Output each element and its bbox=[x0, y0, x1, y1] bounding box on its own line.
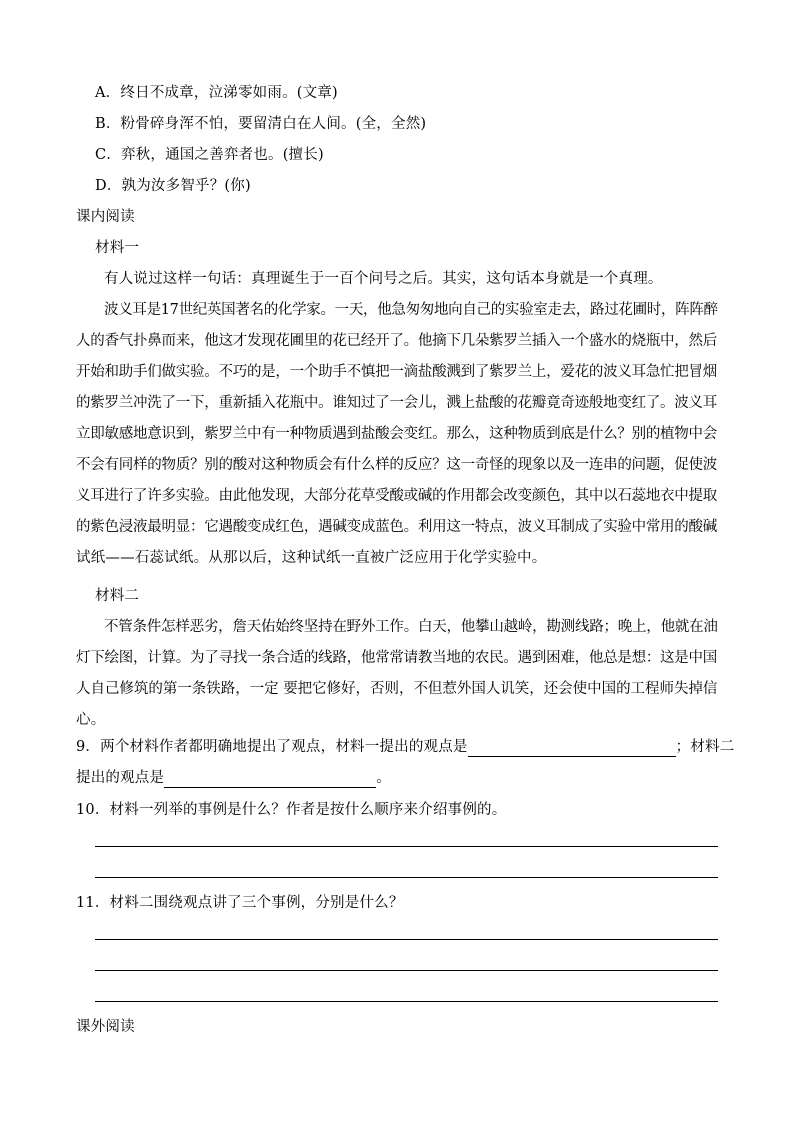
answer-line[interactable] bbox=[95, 846, 718, 847]
material-one-p2-line-7: 义耳进行了许多实验。由此他发现，大部分花草受酸或碱的作用都会改变颜色，其中以石蕊地衣中提取 bbox=[76, 488, 718, 504]
material-two-line-3: 人自己修筑的第一条铁路，一定 要把它修好，否则，不但惹外国人讥笑，还会使中国的工程师失掉信 bbox=[76, 681, 718, 697]
section-heading-extra-reading: 课外阅读 bbox=[76, 1019, 135, 1035]
material-one-p2-line-6: 不会有同样的物质？别的酸对这种物质会有什么样的反应？这一奇怪的现象以及一连串的问题，促使波 bbox=[76, 457, 718, 473]
answer-line[interactable] bbox=[95, 877, 718, 878]
answer-line[interactable] bbox=[95, 1001, 718, 1002]
question-11: 11．材料二围绕观点讲了三个事例，分别是什么？ bbox=[76, 895, 404, 911]
question-9-line-2 bbox=[76, 768, 391, 788]
question-9-text: 9．两个材料作者都明确地提出了观点，材料一提出的观点是 bbox=[76, 739, 468, 755]
material-one-p2-line-8: 的紫色浸液最明显：它遇酸变成红色，遇碱变成蓝色。利用这一特点，波义耳制成了实验中常用的酸碱 bbox=[76, 519, 718, 535]
question-9-text-2: 提出的观点是 bbox=[76, 770, 165, 786]
material-one-paragraph-1: 有人说过这样一句话：真理诞生于一百个问号之后。其实，这句话本身就是一个真理。 bbox=[104, 271, 663, 287]
option-d: D．孰为汝多智乎？(你) bbox=[95, 178, 251, 194]
answer-line[interactable] bbox=[95, 970, 718, 971]
material-one-p2-line-5: 立即敏感地意识到，紫罗兰中有一种物质遇到盐酸会变红。那么，这种物质到底是什么？别的植物中会 bbox=[76, 426, 718, 442]
answer-line[interactable] bbox=[95, 939, 718, 940]
question-9-line-1 bbox=[76, 737, 734, 757]
question-9-end: 。 bbox=[376, 770, 391, 786]
option-c: C．弈秋，通国之善弈者也。(擅长) bbox=[95, 147, 324, 163]
option-a: A．终日不成章，泣涕零如雨。(文章) bbox=[95, 85, 338, 101]
material-one-heading: 材料一 bbox=[95, 240, 140, 256]
material-two-heading: 材料二 bbox=[95, 588, 140, 604]
material-one-p2-line-1: 波义耳是17世纪英国著名的化学家。一天，他急匆匆地向自己的实验室走去，路过花圃时，阵阵醉 bbox=[104, 302, 718, 318]
material-two-line-2: 灯下绘图，计算。为了寻找一条合适的线路，他常常请教当地的农民。遇到困难，他总是想：这是中国 bbox=[76, 650, 718, 666]
question-9-text-cont: ；材料二 bbox=[675, 739, 735, 755]
question-10: 10．材料一列举的事例是什么？作者是按什么顺序来介绍事例的。 bbox=[76, 802, 507, 818]
answer-blank-material-two[interactable] bbox=[164, 772, 376, 788]
option-b: B．粉骨碎身浑不怕，要留清白在人间。(全，全然) bbox=[95, 116, 427, 132]
material-one-p2-line-2: 人的香气扑鼻而来，他这才发现花圃里的花已经开了。他摘下几朵紫罗兰插入一个盛水的烧瓶中，然后 bbox=[76, 333, 718, 349]
material-one-p2-line-9: 试纸——石蕊试纸。从那以后，这种试纸一直被广泛应用于化学实验中。 bbox=[76, 550, 547, 566]
section-heading-in-class-reading: 课内阅读 bbox=[76, 209, 135, 225]
material-one-p2-line-3: 开始和助手们做实验。不巧的是，一个助手不慎把一滴盐酸溅到了紫罗兰上，爱花的波义耳急忙把冒烟 bbox=[76, 364, 718, 380]
answer-blank-material-one[interactable] bbox=[468, 741, 676, 757]
material-two-line-1: 不管条件怎样恶劣，詹天佑始终坚持在野外工作。白天，他攀山越岭，勘测线路；晚上，他就在油 bbox=[104, 619, 718, 635]
material-two-line-4: 心。 bbox=[76, 712, 106, 728]
material-one-p2-line-4: 的紫罗兰冲洗了一下，重新插入花瓶中。谁知过了一会儿，溅上盐酸的花瓣竟奇迹般地变红了。波义耳 bbox=[76, 395, 718, 411]
